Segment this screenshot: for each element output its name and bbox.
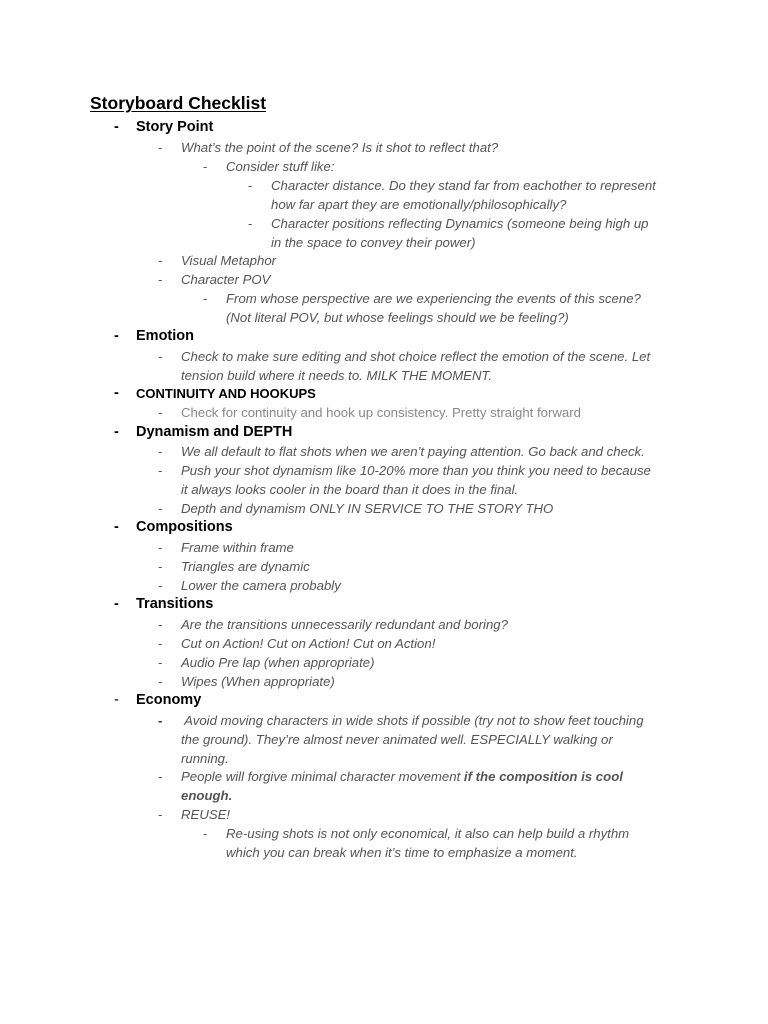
bullet: - <box>248 178 253 193</box>
list-item-text: Audio Pre lap (when appropriate) <box>181 655 375 670</box>
bullet: - <box>158 272 163 287</box>
bullet: - <box>158 463 163 478</box>
bullet: - <box>158 636 163 651</box>
bullet: - <box>114 692 119 708</box>
list-item-text: (Not literal POV, but whose feelings should we be feeling?) <box>226 310 569 325</box>
section-heading: Compositions <box>136 519 233 535</box>
list-item-text: Consider stuff like: <box>226 159 335 174</box>
bullet: - <box>114 596 119 612</box>
list-item-text-bold: if the composition is cool <box>463 769 623 784</box>
bullet: - <box>158 617 163 632</box>
document-title: Storyboard Checklist <box>90 93 267 113</box>
list-item-text: which you can break when it’s time to emphasize a moment. <box>226 845 578 860</box>
list-item-text: Visual Metaphor <box>181 253 277 268</box>
bullet: - <box>158 140 163 155</box>
section-heading: CONTINUITY AND HOOKUPS <box>136 386 316 401</box>
list-item-text: Check to make sure editing and shot choice reflect the emotion of the scene. Let <box>181 349 651 364</box>
list-item-text: From whose perspective are we experiencing the events of this scene? <box>226 291 641 306</box>
section-heading: Transitions <box>136 596 214 612</box>
bullet: - <box>158 769 163 784</box>
bullet: - <box>158 578 163 593</box>
section-heading: Emotion <box>136 328 194 344</box>
bullet: - <box>114 119 119 135</box>
section-heading: Dynamism and DEPTH <box>136 424 293 440</box>
list-item-text: Triangles are dynamic <box>181 559 310 574</box>
bullet: - <box>114 519 119 535</box>
list-item-text: Push your shot dynamism like 10-20% more than you think you need to because <box>181 463 651 478</box>
list-item-text: Lower the camera probably <box>181 578 341 593</box>
bullet: - <box>114 328 119 344</box>
list-item-text: Depth and dynamism ONLY IN SERVICE TO THE STORY THO <box>181 501 554 516</box>
bullet: - <box>158 501 163 516</box>
list-item-text: running. <box>181 751 229 766</box>
bullet: - <box>203 291 208 306</box>
bullet: - <box>203 159 208 174</box>
bullet: - <box>158 349 163 364</box>
list-item-text: tension build where it needs to. MILK THE MOMENT. <box>181 368 493 383</box>
bullet: - <box>158 405 163 420</box>
bullet: - <box>158 674 163 689</box>
list-item-text <box>181 767 623 786</box>
bullet: - <box>158 540 163 555</box>
list-item-text: Avoid moving characters in wide shots if possible (try not to show feet touching <box>181 713 644 728</box>
section-heading: Story Point <box>136 119 214 135</box>
list-item-text: the ground). They’re almost never animated well. ESPECIALLY walking or <box>181 732 613 747</box>
list-item-text: Character distance. Do they stand far from eachother to represent <box>271 178 656 193</box>
list-item-text-bold: enough. <box>181 788 233 803</box>
list-item-text-regular: People will forgive minimal character movement <box>181 769 464 784</box>
bullet: - <box>114 385 119 401</box>
list-item-text: it always looks cooler in the board than it does in the final. <box>181 482 519 497</box>
bullet: - <box>158 253 163 268</box>
bullet: - <box>158 559 163 574</box>
list-item-text: We all default to flat shots when we aren’t paying attention. Go back and check. <box>181 444 645 459</box>
bullet: - <box>158 807 163 822</box>
list-item-text: in the space to convey their power) <box>271 235 476 250</box>
list-item-text: Character POV <box>181 272 271 287</box>
list-item-text: What’s the point of the scene? Is it shot to reflect that? <box>181 140 499 155</box>
bullet: - <box>203 826 208 841</box>
bullet: - <box>114 424 119 440</box>
section-heading: Economy <box>136 692 202 708</box>
list-item-text: Check for continuity and hook up consistency. Pretty straight forward <box>181 405 581 420</box>
bullet: - <box>158 444 163 459</box>
list-item-text: Cut on Action! Cut on Action! Cut on Action! <box>181 636 436 651</box>
list-item-text: REUSE! <box>181 807 231 822</box>
list-item-text: Frame within frame <box>181 540 294 555</box>
bullet: - <box>158 713 163 728</box>
bullet: - <box>158 655 163 670</box>
bullet: - <box>248 216 253 231</box>
list-item-text: Wipes (When appropriate) <box>181 674 335 689</box>
list-item-text: Are the transitions unnecessarily redundant and boring? <box>181 617 508 632</box>
list-item-text: Re-using shots is not only economical, it also can help build a rhythm <box>226 826 630 841</box>
list-item-text: Character positions reflecting Dynamics (someone being high up <box>271 216 649 231</box>
list-item-text: how far apart they are emotionally/philosophically? <box>271 197 567 212</box>
